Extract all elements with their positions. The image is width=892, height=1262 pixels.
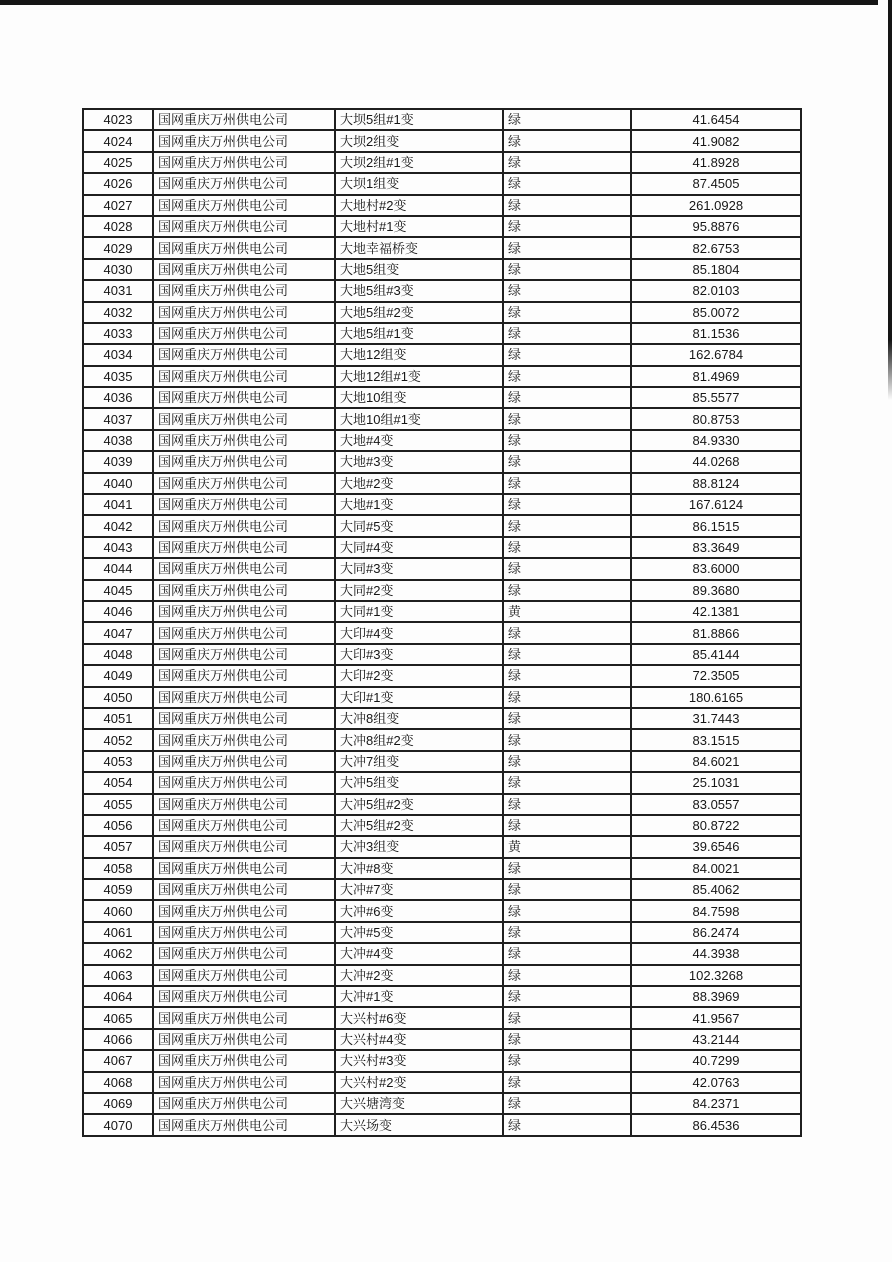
cell-company: 国网重庆万州供电公司 <box>153 622 335 643</box>
cell-company: 国网重庆万州供电公司 <box>153 537 335 558</box>
cell-station: 大同#3变 <box>335 558 503 579</box>
cell-station: 大印#4变 <box>335 622 503 643</box>
cell-company: 国网重庆万州供电公司 <box>153 1050 335 1071</box>
cell-value: 95.8876 <box>631 216 801 237</box>
cell-status: 黄 <box>503 601 631 622</box>
cell-station: 大冲8组变 <box>335 708 503 729</box>
cell-value: 261.0928 <box>631 195 801 216</box>
cell-status: 绿 <box>503 922 631 943</box>
cell-status: 绿 <box>503 751 631 772</box>
cell-station: 大同#4变 <box>335 537 503 558</box>
cell-company: 国网重庆万州供电公司 <box>153 1007 335 1028</box>
cell-company: 国网重庆万州供电公司 <box>153 794 335 815</box>
cell-company: 国网重庆万州供电公司 <box>153 558 335 579</box>
cell-station: 大地村#2变 <box>335 195 503 216</box>
table-row <box>83 644 801 665</box>
cell-station: 大兴村#3变 <box>335 1050 503 1071</box>
cell-value: 40.7299 <box>631 1050 801 1071</box>
cell-status: 绿 <box>503 558 631 579</box>
cell-value: 44.3938 <box>631 943 801 964</box>
cell-company: 国网重庆万州供电公司 <box>153 580 335 601</box>
cell-station: 大兴村#2变 <box>335 1072 503 1093</box>
cell-value: 42.1381 <box>631 601 801 622</box>
cell-station: 大坝2组变 <box>335 130 503 151</box>
cell-company: 国网重庆万州供电公司 <box>153 259 335 280</box>
cell-id: 4028 <box>83 216 153 237</box>
cell-value: 162.6784 <box>631 344 801 365</box>
table-row <box>83 237 801 258</box>
cell-company: 国网重庆万州供电公司 <box>153 473 335 494</box>
cell-station: 大地#3变 <box>335 451 503 472</box>
cell-value: 41.8928 <box>631 152 801 173</box>
cell-id: 4066 <box>83 1029 153 1050</box>
cell-company: 国网重庆万州供电公司 <box>153 216 335 237</box>
cell-status: 绿 <box>503 772 631 793</box>
cell-station: 大印#2变 <box>335 665 503 686</box>
table-row <box>83 836 801 857</box>
cell-status: 绿 <box>503 259 631 280</box>
cell-id: 4026 <box>83 173 153 194</box>
cell-company: 国网重庆万州供电公司 <box>153 195 335 216</box>
cell-station: 大冲#6变 <box>335 900 503 921</box>
cell-station: 大地5组#1变 <box>335 323 503 344</box>
cell-company: 国网重庆万州供电公司 <box>153 729 335 750</box>
cell-company: 国网重庆万州供电公司 <box>153 986 335 1007</box>
cell-id: 4062 <box>83 943 153 964</box>
cell-status: 绿 <box>503 1007 631 1028</box>
cell-value: 39.6546 <box>631 836 801 857</box>
cell-id: 4063 <box>83 965 153 986</box>
table-row <box>83 280 801 301</box>
cell-company: 国网重庆万州供电公司 <box>153 644 335 665</box>
cell-company: 国网重庆万州供电公司 <box>153 687 335 708</box>
cell-value: 85.4062 <box>631 879 801 900</box>
cell-company: 国网重庆万州供电公司 <box>153 815 335 836</box>
cell-value: 102.3268 <box>631 965 801 986</box>
cell-station: 大冲3组变 <box>335 836 503 857</box>
cell-status: 绿 <box>503 152 631 173</box>
cell-value: 84.2371 <box>631 1093 801 1114</box>
table-row <box>83 302 801 323</box>
cell-company: 国网重庆万州供电公司 <box>153 601 335 622</box>
cell-id: 4032 <box>83 302 153 323</box>
cell-value: 83.6000 <box>631 558 801 579</box>
table-row <box>83 515 801 536</box>
table-row <box>83 751 801 772</box>
cell-station: 大同#2变 <box>335 580 503 601</box>
table-row <box>83 708 801 729</box>
cell-status: 绿 <box>503 708 631 729</box>
table-body <box>83 109 801 1136</box>
cell-value: 85.5577 <box>631 387 801 408</box>
cell-station: 大同#1变 <box>335 601 503 622</box>
cell-company: 国网重庆万州供电公司 <box>153 665 335 686</box>
cell-id: 4051 <box>83 708 153 729</box>
cell-company: 国网重庆万州供电公司 <box>153 836 335 857</box>
cell-company: 国网重庆万州供电公司 <box>153 879 335 900</box>
cell-value: 84.0021 <box>631 858 801 879</box>
cell-company: 国网重庆万州供电公司 <box>153 751 335 772</box>
cell-station: 大坝1组变 <box>335 173 503 194</box>
cell-station: 大地#4变 <box>335 430 503 451</box>
table-row <box>83 922 801 943</box>
cell-company: 国网重庆万州供电公司 <box>153 1114 335 1136</box>
cell-value: 81.4969 <box>631 366 801 387</box>
table-row <box>83 366 801 387</box>
cell-value: 43.2144 <box>631 1029 801 1050</box>
cell-status: 绿 <box>503 1072 631 1093</box>
cell-station: 大印#1变 <box>335 687 503 708</box>
cell-company: 国网重庆万州供电公司 <box>153 130 335 151</box>
cell-company: 国网重庆万州供电公司 <box>153 943 335 964</box>
cell-value: 41.9082 <box>631 130 801 151</box>
cell-company: 国网重庆万州供电公司 <box>153 387 335 408</box>
cell-status: 绿 <box>503 794 631 815</box>
cell-status: 绿 <box>503 580 631 601</box>
cell-company: 国网重庆万州供电公司 <box>153 515 335 536</box>
table-row <box>83 558 801 579</box>
cell-station: 大兴场变 <box>335 1114 503 1136</box>
cell-station: 大地5组#3变 <box>335 280 503 301</box>
cell-company: 国网重庆万州供电公司 <box>153 708 335 729</box>
cell-company: 国网重庆万州供电公司 <box>153 772 335 793</box>
cell-status: 绿 <box>503 729 631 750</box>
cell-value: 86.4536 <box>631 1114 801 1136</box>
table-row <box>83 900 801 921</box>
cell-value: 180.6165 <box>631 687 801 708</box>
cell-company: 国网重庆万州供电公司 <box>153 173 335 194</box>
cell-id: 4031 <box>83 280 153 301</box>
cell-company: 国网重庆万州供电公司 <box>153 280 335 301</box>
table-row <box>83 601 801 622</box>
cell-value: 81.8866 <box>631 622 801 643</box>
cell-station: 大坝2组#1变 <box>335 152 503 173</box>
cell-value: 82.6753 <box>631 237 801 258</box>
cell-value: 86.2474 <box>631 922 801 943</box>
cell-value: 41.6454 <box>631 109 801 130</box>
cell-value: 41.9567 <box>631 1007 801 1028</box>
cell-company: 国网重庆万州供电公司 <box>153 302 335 323</box>
cell-station: 大冲#4变 <box>335 943 503 964</box>
cell-station: 大冲5组#2变 <box>335 815 503 836</box>
cell-value: 86.1515 <box>631 515 801 536</box>
table-row <box>83 130 801 151</box>
table-row <box>83 387 801 408</box>
cell-company: 国网重庆万州供电公司 <box>153 965 335 986</box>
cell-id: 4061 <box>83 922 153 943</box>
cell-id: 4060 <box>83 900 153 921</box>
cell-id: 4030 <box>83 259 153 280</box>
cell-company: 国网重庆万州供电公司 <box>153 366 335 387</box>
table-row <box>83 1050 801 1071</box>
table-row <box>83 622 801 643</box>
cell-station: 大地5组变 <box>335 259 503 280</box>
cell-value: 83.3649 <box>631 537 801 558</box>
cell-id: 4027 <box>83 195 153 216</box>
cell-id: 4065 <box>83 1007 153 1028</box>
table-row <box>83 794 801 815</box>
cell-status: 绿 <box>503 687 631 708</box>
cell-status: 绿 <box>503 665 631 686</box>
cell-status: 绿 <box>503 986 631 1007</box>
cell-status: 绿 <box>503 537 631 558</box>
cell-station: 大冲#2变 <box>335 965 503 986</box>
cell-company: 国网重庆万州供电公司 <box>153 494 335 515</box>
cell-id: 4050 <box>83 687 153 708</box>
cell-id: 4053 <box>83 751 153 772</box>
table-row <box>83 965 801 986</box>
cell-status: 绿 <box>503 323 631 344</box>
cell-value: 31.7443 <box>631 708 801 729</box>
table-row <box>83 879 801 900</box>
cell-id: 4068 <box>83 1072 153 1093</box>
cell-status: 绿 <box>503 408 631 429</box>
cell-station: 大冲5组变 <box>335 772 503 793</box>
cell-station: 大地幸福桥变 <box>335 237 503 258</box>
table-row <box>83 195 801 216</box>
cell-station: 大兴村#6变 <box>335 1007 503 1028</box>
cell-value: 25.1031 <box>631 772 801 793</box>
cell-id: 4045 <box>83 580 153 601</box>
cell-station: 大地12组变 <box>335 344 503 365</box>
cell-company: 国网重庆万州供电公司 <box>153 451 335 472</box>
cell-value: 84.7598 <box>631 900 801 921</box>
cell-station: 大坝5组#1变 <box>335 109 503 130</box>
cell-id: 4041 <box>83 494 153 515</box>
cell-company: 国网重庆万州供电公司 <box>153 152 335 173</box>
cell-value: 83.0557 <box>631 794 801 815</box>
table-row <box>83 451 801 472</box>
table-row <box>83 473 801 494</box>
cell-status: 绿 <box>503 644 631 665</box>
table-row <box>83 323 801 344</box>
cell-value: 89.3680 <box>631 580 801 601</box>
table-row <box>83 344 801 365</box>
cell-id: 4054 <box>83 772 153 793</box>
table-row <box>83 109 801 130</box>
cell-id: 4033 <box>83 323 153 344</box>
cell-id: 4046 <box>83 601 153 622</box>
cell-id: 4056 <box>83 815 153 836</box>
cell-status: 绿 <box>503 216 631 237</box>
cell-station: 大冲7组变 <box>335 751 503 772</box>
cell-company: 国网重庆万州供电公司 <box>153 900 335 921</box>
cell-id: 4036 <box>83 387 153 408</box>
table-row <box>83 986 801 1007</box>
cell-value: 167.6124 <box>631 494 801 515</box>
cell-id: 4038 <box>83 430 153 451</box>
cell-status: 绿 <box>503 451 631 472</box>
table-row <box>83 1029 801 1050</box>
cell-id: 4040 <box>83 473 153 494</box>
table-row <box>83 152 801 173</box>
table-row <box>83 665 801 686</box>
cell-status: 绿 <box>503 280 631 301</box>
cell-status: 黄 <box>503 836 631 857</box>
cell-station: 大印#3变 <box>335 644 503 665</box>
cell-status: 绿 <box>503 387 631 408</box>
table-row <box>83 687 801 708</box>
cell-station: 大地10组变 <box>335 387 503 408</box>
cell-status: 绿 <box>503 173 631 194</box>
cell-status: 绿 <box>503 900 631 921</box>
cell-station: 大冲5组#2变 <box>335 794 503 815</box>
cell-value: 85.1804 <box>631 259 801 280</box>
cell-company: 国网重庆万州供电公司 <box>153 430 335 451</box>
data-table <box>82 108 802 1137</box>
cell-station: 大冲8组#2变 <box>335 729 503 750</box>
table-row <box>83 537 801 558</box>
cell-id: 4070 <box>83 1114 153 1136</box>
cell-value: 84.9330 <box>631 430 801 451</box>
table-row <box>83 858 801 879</box>
cell-station: 大地村#1变 <box>335 216 503 237</box>
cell-station: 大同#5变 <box>335 515 503 536</box>
cell-value: 72.3505 <box>631 665 801 686</box>
top-edge-artifact <box>0 0 878 5</box>
cell-value: 88.8124 <box>631 473 801 494</box>
cell-id: 4052 <box>83 729 153 750</box>
cell-station: 大地#1变 <box>335 494 503 515</box>
cell-status: 绿 <box>503 1114 631 1136</box>
right-edge-artifact <box>888 0 892 400</box>
cell-value: 85.4144 <box>631 644 801 665</box>
cell-status: 绿 <box>503 943 631 964</box>
cell-id: 4037 <box>83 408 153 429</box>
cell-company: 国网重庆万州供电公司 <box>153 1093 335 1114</box>
cell-company: 国网重庆万州供电公司 <box>153 109 335 130</box>
cell-id: 4047 <box>83 622 153 643</box>
cell-status: 绿 <box>503 1050 631 1071</box>
table-row <box>83 430 801 451</box>
cell-id: 4058 <box>83 858 153 879</box>
cell-value: 88.3969 <box>631 986 801 1007</box>
cell-station: 大地12组#1变 <box>335 366 503 387</box>
cell-value: 83.1515 <box>631 729 801 750</box>
cell-status: 绿 <box>503 622 631 643</box>
table-row <box>83 1114 801 1136</box>
cell-value: 84.6021 <box>631 751 801 772</box>
cell-company: 国网重庆万州供电公司 <box>153 237 335 258</box>
cell-id: 4044 <box>83 558 153 579</box>
cell-value: 42.0763 <box>631 1072 801 1093</box>
cell-value: 81.1536 <box>631 323 801 344</box>
cell-value: 87.4505 <box>631 173 801 194</box>
cell-status: 绿 <box>503 430 631 451</box>
cell-id: 4034 <box>83 344 153 365</box>
table-row <box>83 494 801 515</box>
cell-id: 4042 <box>83 515 153 536</box>
cell-value: 44.0268 <box>631 451 801 472</box>
cell-value: 80.8753 <box>631 408 801 429</box>
table-row <box>83 1093 801 1114</box>
cell-id: 4067 <box>83 1050 153 1071</box>
cell-status: 绿 <box>503 237 631 258</box>
table-row <box>83 408 801 429</box>
cell-id: 4024 <box>83 130 153 151</box>
cell-company: 国网重庆万州供电公司 <box>153 1029 335 1050</box>
cell-station: 大冲#5变 <box>335 922 503 943</box>
cell-company: 国网重庆万州供电公司 <box>153 858 335 879</box>
cell-id: 4025 <box>83 152 153 173</box>
cell-id: 4057 <box>83 836 153 857</box>
cell-value: 85.0072 <box>631 302 801 323</box>
cell-id: 4055 <box>83 794 153 815</box>
table-row <box>83 772 801 793</box>
table-row <box>83 729 801 750</box>
cell-station: 大冲#8变 <box>335 858 503 879</box>
cell-company: 国网重庆万州供电公司 <box>153 922 335 943</box>
cell-status: 绿 <box>503 879 631 900</box>
cell-company: 国网重庆万州供电公司 <box>153 408 335 429</box>
cell-company: 国网重庆万州供电公司 <box>153 344 335 365</box>
cell-status: 绿 <box>503 965 631 986</box>
cell-value: 82.0103 <box>631 280 801 301</box>
cell-status: 绿 <box>503 494 631 515</box>
cell-status: 绿 <box>503 515 631 536</box>
cell-status: 绿 <box>503 1093 631 1114</box>
table-row <box>83 259 801 280</box>
cell-status: 绿 <box>503 366 631 387</box>
cell-station: 大兴村#4变 <box>335 1029 503 1050</box>
table-row <box>83 1072 801 1093</box>
cell-status: 绿 <box>503 815 631 836</box>
cell-status: 绿 <box>503 195 631 216</box>
table-row <box>83 1007 801 1028</box>
cell-status: 绿 <box>503 858 631 879</box>
cell-status: 绿 <box>503 344 631 365</box>
cell-status: 绿 <box>503 1029 631 1050</box>
cell-status: 绿 <box>503 109 631 130</box>
table-row <box>83 173 801 194</box>
table-row <box>83 216 801 237</box>
cell-status: 绿 <box>503 130 631 151</box>
table-row <box>83 580 801 601</box>
cell-status: 绿 <box>503 473 631 494</box>
cell-id: 4064 <box>83 986 153 1007</box>
cell-station: 大地10组#1变 <box>335 408 503 429</box>
cell-id: 4029 <box>83 237 153 258</box>
cell-id: 4023 <box>83 109 153 130</box>
cell-id: 4035 <box>83 366 153 387</box>
table-row <box>83 815 801 836</box>
cell-id: 4043 <box>83 537 153 558</box>
cell-station: 大冲#1变 <box>335 986 503 1007</box>
cell-id: 4049 <box>83 665 153 686</box>
cell-id: 4039 <box>83 451 153 472</box>
cell-station: 大冲#7变 <box>335 879 503 900</box>
cell-value: 80.8722 <box>631 815 801 836</box>
cell-status: 绿 <box>503 302 631 323</box>
cell-id: 4048 <box>83 644 153 665</box>
cell-id: 4069 <box>83 1093 153 1114</box>
cell-company: 国网重庆万州供电公司 <box>153 323 335 344</box>
cell-station: 大地#2变 <box>335 473 503 494</box>
table-row <box>83 943 801 964</box>
cell-id: 4059 <box>83 879 153 900</box>
cell-station: 大兴塘湾变 <box>335 1093 503 1114</box>
cell-company: 国网重庆万州供电公司 <box>153 1072 335 1093</box>
cell-station: 大地5组#2变 <box>335 302 503 323</box>
